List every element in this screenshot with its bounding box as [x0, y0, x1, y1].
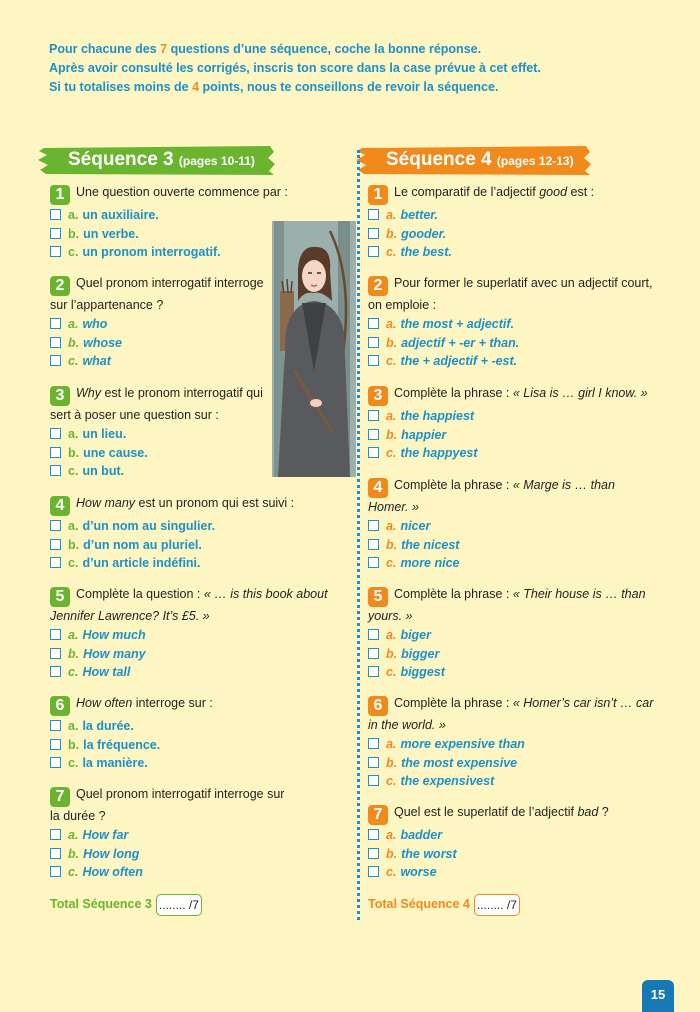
checkbox[interactable] [368, 318, 379, 329]
question-1: 1 Une question ouverte commence par : a. un auxiliaire. b. un verbe. c. un pronom interrogatif. [50, 183, 340, 262]
option-c[interactable]: c. biggest [368, 663, 658, 682]
option-a[interactable]: a. un lieu. [50, 425, 275, 444]
checkbox[interactable] [50, 866, 61, 877]
option-b[interactable]: b. adjectif + -er + than. [368, 334, 658, 353]
page-number: 15 [642, 980, 674, 1012]
checkbox[interactable] [368, 829, 379, 840]
option-c[interactable]: c. un pronom interrogatif. [50, 243, 340, 262]
option-c[interactable]: c. the best. [368, 243, 658, 262]
checkbox[interactable] [50, 757, 61, 768]
option-b[interactable]: b. une cause. [50, 444, 275, 463]
checkbox[interactable] [50, 666, 61, 677]
score-box[interactable]: ........ /7 [474, 894, 520, 916]
checkbox[interactable] [50, 739, 61, 750]
checkbox[interactable] [368, 410, 379, 421]
sequence-3-title: Séquence 3 [68, 149, 174, 170]
checkbox[interactable] [368, 557, 379, 568]
question-1: 1 Le comparatif de l’adjectif good est : a. better. b. gooder. c. the best. [368, 183, 658, 262]
option-c[interactable]: c. worse [368, 863, 658, 882]
checkbox[interactable] [50, 848, 61, 859]
option-a[interactable]: a. How much [50, 626, 340, 645]
option-c[interactable]: c. la manière. [50, 754, 340, 773]
question-number-badge: 5 [50, 587, 70, 607]
question-4: 4 How many est un pronom qui est suivi : a. d’un nom au singulier. b. d’un nom au pluriel. c. d’un article indéfini. [50, 494, 340, 573]
option-b[interactable]: b. whose [50, 334, 275, 353]
option-a[interactable]: a. un auxiliaire. [50, 206, 340, 225]
checkbox[interactable] [50, 228, 61, 239]
question-3: 3 Why est le pronom interrogatif qui sert à poser une question sur : a. un lieu. b. une cause. c. un but. [50, 384, 275, 481]
option-a[interactable]: a. more expensive than [368, 735, 658, 754]
question-5: 5 Complète la phrase : « Their house is … than yours. » a. biger b. bigger c. biggest [368, 585, 658, 682]
checkbox[interactable] [368, 866, 379, 877]
question-5: 5 Complète la question : « … is this book about Jennifer Lawrence? It’s £5. » a. How much b. How many c. How tall [50, 585, 340, 682]
score-box[interactable]: ........ /7 [156, 894, 202, 916]
option-c[interactable]: c. d’un article indéfini. [50, 554, 340, 573]
checkbox[interactable] [368, 355, 379, 366]
sequence-3-total: Total Séquence 3 ........ /7 [50, 892, 202, 916]
instructions: Pour chacune des 7 questions d’une séquence, coche la bonne réponse. Après avoir consulté les corrigés, inscris ton score dans la case prévue à cet effet. Si tu totalises moins de 4 points, nous te conseillons de revoir la séquence. [49, 42, 541, 94]
option-a[interactable]: a. better. [368, 206, 658, 225]
question-number-badge: 4 [50, 496, 70, 516]
checkbox[interactable] [50, 355, 61, 366]
option-b[interactable]: b. un verbe. [50, 225, 340, 244]
option-c[interactable]: c. the expensivest [368, 772, 658, 791]
question-number-badge: 2 [50, 276, 70, 296]
checkbox[interactable] [368, 629, 379, 640]
option-c[interactable]: c. How often [50, 863, 290, 882]
question-number-badge: 1 [50, 185, 70, 205]
checkbox[interactable] [368, 648, 379, 659]
min-points: 4 [192, 80, 200, 94]
option-a[interactable]: a. d’un nom au singulier. [50, 517, 340, 536]
column-divider [357, 150, 360, 920]
option-b[interactable]: b. the nicest [368, 536, 638, 555]
checkbox[interactable] [50, 318, 61, 329]
checkbox[interactable] [50, 209, 61, 220]
question-number-badge: 3 [368, 386, 388, 406]
sequence-4-pages: (pages 12-13) [496, 154, 574, 168]
question-2: 2 Pour former le superlatif avec un adjectif court, on emploie : a. the most + adjectif. b. adjectif + -er + than. c. the + adjectif + -est. [368, 274, 658, 371]
checkbox[interactable] [368, 429, 379, 440]
question-2: 2 Quel pronom interrogatif interroge sur l’appartenance ? a. who b. whose c. what [50, 274, 275, 371]
sequence-4-title: Séquence 4 [386, 149, 492, 170]
sequence-3-pages: (pages 10-11) [178, 154, 255, 168]
question-6: 6 Complète la phrase : « Homer’s car isn’t … car in the world. » a. more expensive than b. the most expensive c. the expensivest [368, 694, 658, 791]
option-c[interactable]: c. what [50, 352, 275, 371]
question-number-badge: 2 [368, 276, 388, 296]
sequence-3-banner [38, 144, 276, 176]
option-b[interactable]: b. happier [368, 426, 658, 445]
checkbox[interactable] [368, 520, 379, 531]
option-c[interactable]: c. the happyest [368, 444, 658, 463]
option-b[interactable]: b. la fréquence. [50, 736, 340, 755]
question-number-badge: 5 [368, 587, 388, 607]
option-c[interactable]: c. more nice [368, 554, 638, 573]
option-b[interactable]: b. How long [50, 845, 290, 864]
question-number-badge: 3 [50, 386, 70, 406]
option-a[interactable]: a. How far [50, 826, 290, 845]
checkbox[interactable] [368, 848, 379, 859]
checkbox[interactable] [50, 648, 61, 659]
checkbox[interactable] [368, 757, 379, 768]
option-a[interactable]: a. the most + adjectif. [368, 315, 658, 334]
question-number-badge: 7 [368, 805, 388, 825]
checkbox[interactable] [368, 539, 379, 550]
question-3: 3 Complète la phrase : « Lisa is … girl I know. » a. the happiest b. happier c. the happyest [368, 384, 658, 463]
question-7: 7 Quel est le superlatif de l’adjectif bad ? a. badder b. the worst c. worse [368, 803, 658, 882]
option-b[interactable]: b. the worst [368, 845, 658, 864]
checkbox[interactable] [368, 775, 379, 786]
option-c[interactable]: c. the + adjectif + -est. [368, 352, 658, 371]
checkbox[interactable] [50, 829, 61, 840]
checkbox[interactable] [50, 447, 61, 458]
checkbox[interactable] [50, 337, 61, 348]
checkbox[interactable] [50, 520, 61, 531]
checkbox[interactable] [368, 738, 379, 749]
question-6: 6 How often interroge sur : a. la durée. b. la fréquence. c. la manière. [50, 694, 340, 773]
checkbox[interactable] [50, 465, 61, 476]
option-a[interactable]: a. the happiest [368, 407, 658, 426]
option-b[interactable]: b. d’un nom au pluriel. [50, 536, 340, 555]
checkbox[interactable] [50, 557, 61, 568]
checkbox[interactable] [368, 228, 379, 239]
option-a[interactable]: a. who [50, 315, 275, 334]
option-b[interactable]: b. gooder. [368, 225, 658, 244]
option-b[interactable]: b. bigger [368, 645, 658, 664]
checkbox[interactable] [50, 246, 61, 257]
checkbox[interactable] [50, 629, 61, 640]
sequence-4-banner [356, 144, 592, 176]
checkbox[interactable] [50, 539, 61, 550]
option-c[interactable]: c. How tall [50, 663, 340, 682]
checkbox[interactable] [50, 428, 61, 439]
question-count: 7 [160, 42, 168, 56]
checkbox[interactable] [368, 447, 379, 458]
sequence-4-total: Total Séquence 4 ........ /7 [368, 892, 520, 916]
option-a[interactable]: a. la durée. [50, 717, 340, 736]
question-number-badge: 6 [368, 696, 388, 716]
checkbox[interactable] [368, 246, 379, 257]
question-number-badge: 6 [50, 696, 70, 716]
option-c[interactable]: c. un but. [50, 462, 275, 481]
option-a[interactable]: a. nicer [368, 517, 638, 536]
checkbox[interactable] [368, 666, 379, 677]
checkbox[interactable] [50, 720, 61, 731]
option-b[interactable]: b. the most expensive [368, 754, 658, 773]
question-number-badge: 1 [368, 185, 388, 205]
option-b[interactable]: b. How many [50, 645, 340, 664]
option-a[interactable]: a. badder [368, 826, 658, 845]
question-number-badge: 4 [368, 478, 388, 498]
question-7: 7 Quel pronom interrogatif interroge sur la durée ? a. How far b. How long c. How often [50, 785, 290, 882]
checkbox[interactable] [368, 337, 379, 348]
question-number-badge: 7 [50, 787, 70, 807]
option-a[interactable]: a. biger [368, 626, 658, 645]
question-4: 4 Complète la phrase : « Marge is … than Homer. » a. nicer b. the nicest c. more nice [368, 476, 638, 573]
checkbox[interactable] [368, 209, 379, 220]
